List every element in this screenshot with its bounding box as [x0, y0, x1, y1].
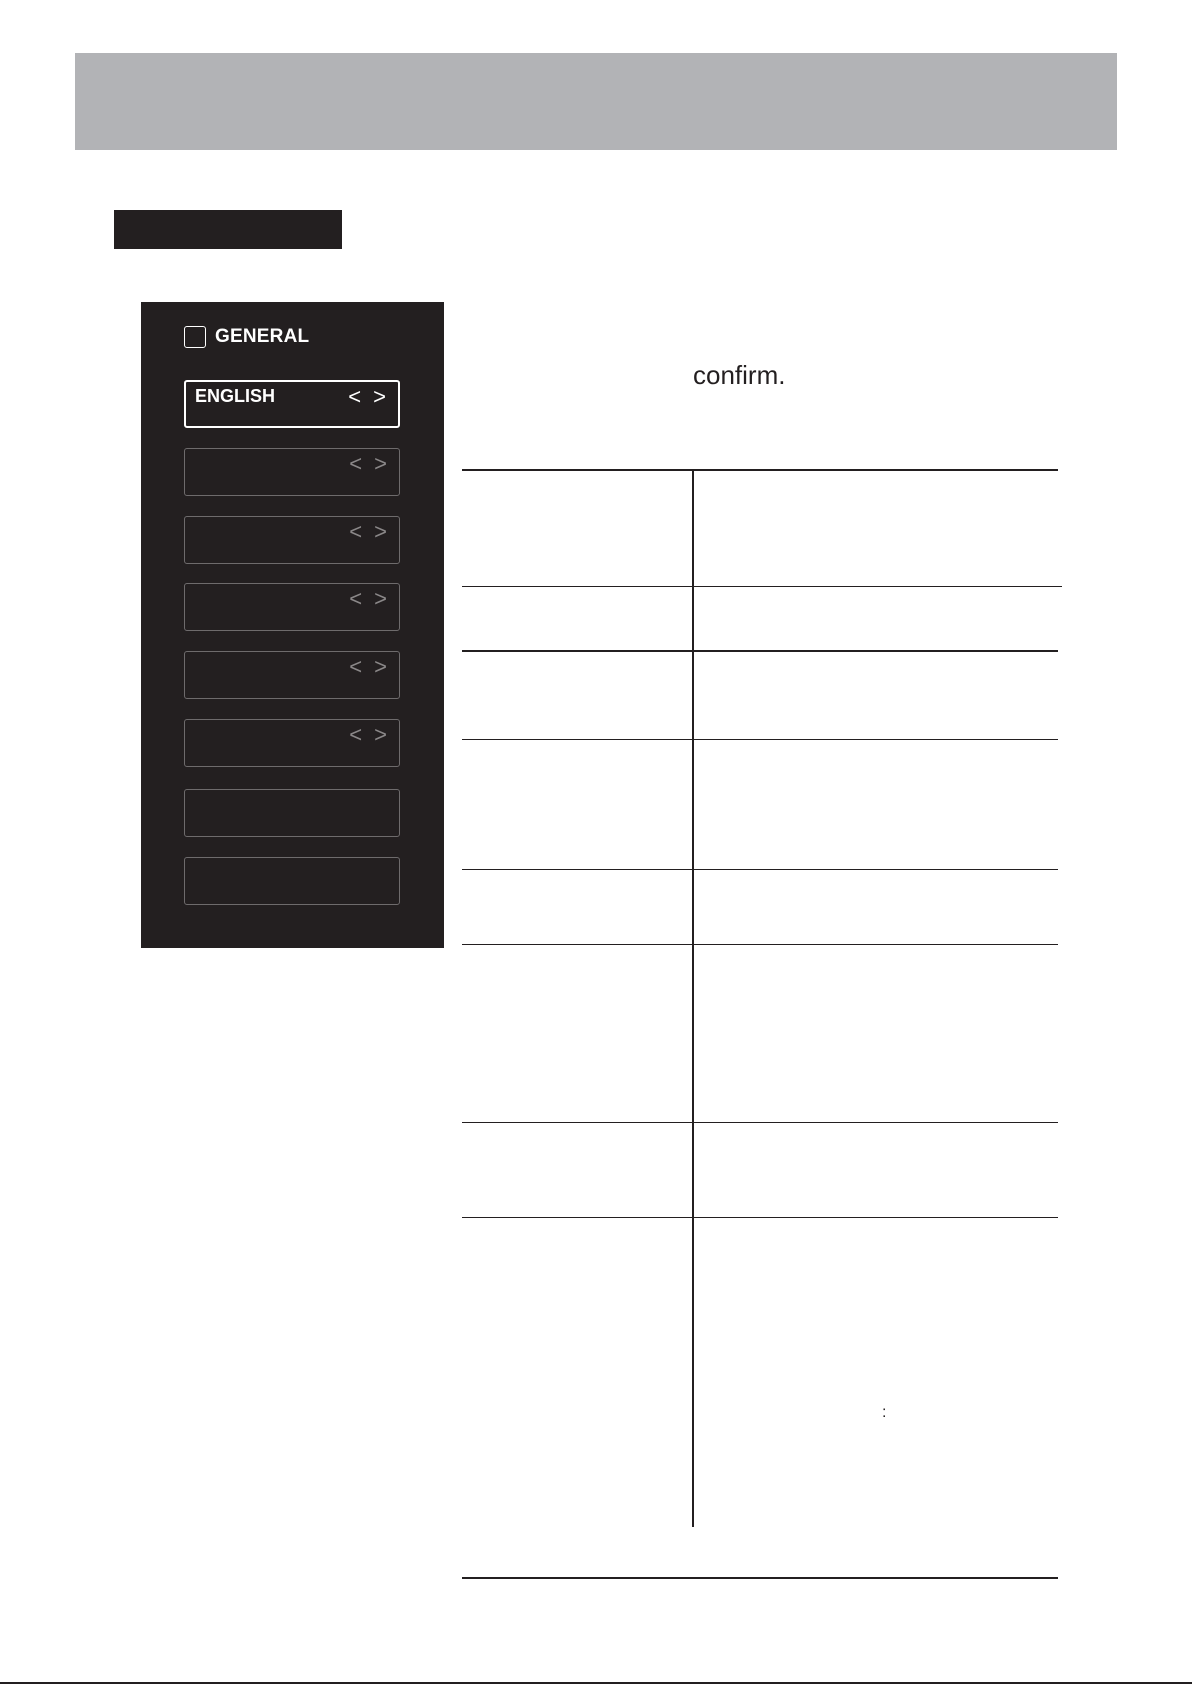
menu-title: GENERAL	[215, 326, 310, 347]
menu-item-language[interactable]	[184, 380, 400, 428]
page-bottom-rule	[0, 1682, 1192, 1684]
table-rule	[462, 650, 1058, 652]
section-tab	[114, 210, 342, 249]
checkbox-icon	[184, 326, 206, 348]
left-right-arrows-icon[interactable]: < >	[348, 384, 389, 409]
table-column-divider	[692, 470, 694, 1527]
menu-item[interactable]	[184, 857, 400, 905]
left-right-arrows-icon[interactable]: < >	[349, 451, 390, 476]
table-rule	[462, 739, 1058, 740]
menu-item[interactable]	[184, 789, 400, 837]
menu-header	[184, 324, 309, 350]
table-rule	[462, 1122, 1058, 1123]
menu-item-label: ENGLISH	[195, 386, 276, 406]
menu-item[interactable]	[184, 516, 400, 564]
menu-panel	[141, 302, 444, 948]
table-rule	[462, 944, 1058, 945]
menu-item[interactable]	[184, 719, 400, 767]
confirm-text: confirm.	[693, 360, 786, 390]
menu-item[interactable]	[184, 651, 400, 699]
left-right-arrows-icon[interactable]: < >	[349, 722, 390, 747]
table-rule	[462, 869, 1058, 870]
header-band	[75, 53, 1117, 150]
table-rule	[462, 1217, 1058, 1218]
colon-mark: :	[882, 1404, 887, 1421]
table-bottom-rule	[462, 1577, 1058, 1579]
left-right-arrows-icon[interactable]: < >	[349, 654, 390, 679]
menu-item[interactable]	[184, 583, 400, 631]
left-right-arrows-icon[interactable]: < >	[349, 519, 390, 544]
table-rule	[462, 586, 1062, 587]
left-right-arrows-icon[interactable]: < >	[349, 586, 390, 611]
menu-item[interactable]	[184, 448, 400, 496]
table-rule	[462, 469, 1058, 471]
